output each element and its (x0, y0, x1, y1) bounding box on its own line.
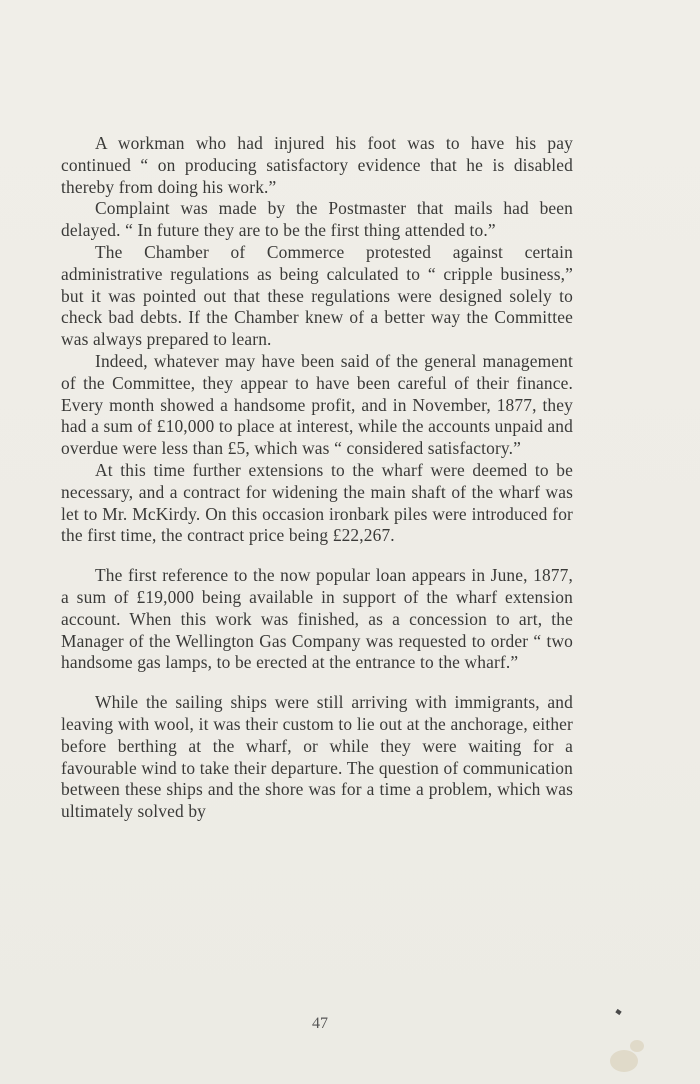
page-number: 47 (312, 1015, 328, 1032)
paragraph-finance: Indeed, whatever may have been said of the general management of the Committee, they appear to have been careful of their finance. Every month showed a handsome profit, and in November, 1877, they had a sum of £10,000 to place at interest, while the accounts unpaid and overdue were less than £5, which was “ considered satisfactory.” (61, 350, 573, 459)
paper-stain (610, 1050, 638, 1072)
paragraph-workman-pay: A workman who had injured his foot was to have his pay continued “ on producing satisfactory evidence that he is disabled thereby from doing his work.” (61, 133, 573, 197)
paper-stain (630, 1040, 644, 1052)
paragraph-chamber-of-commerce: The Chamber of Commerce protested against certain administrative regulations as being calculated to “ cripple business,” but it was pointed out that these regulations were designed solely to check bad debts. If the Chamber knew of a better way the Committee was always prepared to learn. (61, 241, 573, 350)
body-text (61, 133, 573, 823)
paragraph-wharf-extensions: At this time further extensions to the wharf were deemed to be necessary, and a contract for widening the main shaft of the wharf was let to Mr. McKirdy. On this occasion ironbark piles were introduced for the first time, the contract price being £22,267. (61, 459, 573, 546)
paragraph-sailing-ships: While the sailing ships were still arriving with immigrants, and leaving with wool, it was their custom to lie out at the anchorage, either before berthing at the wharf, or while they were waiting for a favourable wind to take their departure. The question of communication between these ships and the shore was for a time a problem, which was ultimately solved by (61, 692, 573, 822)
paragraph-postmaster-mails: Complaint was made by the Postmaster that mails had been delayed. “ In future they are to be the first thing attended to.” (61, 198, 573, 241)
paragraph-loan: The first reference to the now popular loan appears in June, 1877, a sum of £19,000 being available in support of the wharf extension account. When this work was finished, as a concession to art, the Manager of the Wellington Gas Company was requested to order “ two handsome gas lamps, to be erected at the entrance to the wharf.” (61, 565, 573, 673)
